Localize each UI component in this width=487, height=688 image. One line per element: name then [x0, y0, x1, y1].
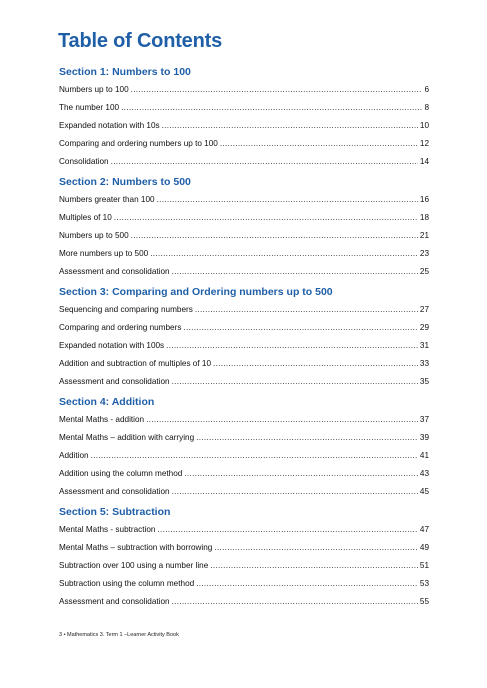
toc-entry-label: Subtraction using the column method — [59, 579, 195, 588]
toc-entry-page: 49 — [419, 543, 429, 552]
toc-entry-label: The number 100 — [59, 103, 120, 112]
toc-entry-label: Mental Maths – subtraction with borrowing — [59, 543, 213, 552]
dot-leader — [157, 521, 417, 539]
dot-leader — [172, 373, 418, 391]
toc-entry[interactable] — [59, 191, 429, 209]
toc-entry-page: 33 — [419, 359, 429, 368]
toc-entry-page: 21 — [419, 231, 429, 240]
page-title: Table of Contents — [58, 30, 223, 52]
dot-leader — [172, 263, 418, 281]
toc-entry-label: Expanded notation with 100s — [59, 341, 165, 350]
toc-entry-page: 45 — [419, 487, 429, 496]
toc-entry-page: 27 — [419, 305, 429, 314]
toc-entry[interactable] — [59, 337, 429, 355]
toc-entry-label: Assessment and consolidation — [59, 487, 170, 496]
section-heading: Section 1: Numbers to 100 — [59, 66, 191, 78]
toc-entry-label: Multiples of 10 — [59, 213, 112, 222]
toc-entry[interactable] — [59, 465, 429, 483]
toc-entry-page: 14 — [419, 157, 429, 166]
toc-entry-page: 23 — [419, 249, 429, 258]
toc-entry[interactable] — [59, 135, 429, 153]
dot-leader — [214, 539, 418, 557]
toc-entry-label: Addition — [59, 451, 89, 460]
section-heading: Section 4: Addition — [59, 396, 155, 408]
toc-sections — [59, 63, 429, 611]
toc-entry-page: 47 — [419, 525, 429, 534]
toc-entry-page: 12 — [419, 139, 429, 148]
toc-entry[interactable] — [59, 245, 429, 263]
toc-entry[interactable] — [59, 99, 429, 117]
toc-entry-label: Assessment and consolidation — [59, 377, 170, 386]
toc-entry-label: Assessment and consolidation — [59, 597, 170, 606]
toc-entry-page: 29 — [419, 323, 429, 332]
dot-leader — [131, 81, 423, 99]
section-heading: Section 3: Comparing and Ordering numbers up to 500 — [59, 286, 333, 298]
toc-entry-label: Numbers up to 100 — [59, 85, 129, 94]
toc-entry-label: Addition using the column method — [59, 469, 183, 478]
dot-leader — [172, 593, 418, 611]
toc-entry-page: 35 — [419, 377, 429, 386]
toc-entry[interactable] — [59, 301, 429, 319]
toc-entry[interactable] — [59, 447, 429, 465]
toc-entry-label: Expanded notation with 10s — [59, 121, 160, 130]
dot-leader — [162, 117, 418, 135]
toc-entry-label: Numbers greater than 100 — [59, 195, 155, 204]
toc-entry[interactable] — [59, 263, 429, 281]
dot-leader — [114, 209, 418, 227]
toc-entry-page: 37 — [419, 415, 429, 424]
toc-entry-label: Subtraction over 100 using a number line — [59, 561, 209, 570]
dot-leader — [91, 447, 418, 465]
toc-entry[interactable] — [59, 593, 429, 611]
section-heading: Section 5: Subtraction — [59, 506, 171, 518]
toc-entry-label: Mental Maths - addition — [59, 415, 145, 424]
dot-leader — [111, 153, 418, 171]
toc-entry[interactable] — [59, 539, 429, 557]
toc-entry-label: Numbers up to 500 — [59, 231, 129, 240]
toc-entry[interactable] — [59, 81, 429, 99]
dot-leader — [146, 411, 418, 429]
toc-entry-label: Consolidation — [59, 157, 109, 166]
toc-entry-page: 10 — [419, 121, 429, 130]
toc-entry-label: More numbers up to 500 — [59, 249, 149, 258]
toc-entry[interactable] — [59, 575, 429, 593]
toc-entry[interactable] — [59, 319, 429, 337]
dot-leader — [196, 575, 418, 593]
dot-leader — [220, 135, 418, 153]
dot-leader — [150, 245, 418, 263]
page-footer: 3 • Mathematics 3. Term 1 –Learner Activity Book — [59, 632, 179, 638]
toc-entry[interactable] — [59, 227, 429, 245]
toc-entry-page: 43 — [419, 469, 429, 478]
toc-entry-page: 53 — [419, 579, 429, 588]
toc-entry[interactable] — [59, 483, 429, 501]
toc-entry-page: 31 — [419, 341, 429, 350]
toc-entry-label: Addition and subtraction of multiples of 10 — [59, 359, 212, 368]
toc-entry[interactable] — [59, 411, 429, 429]
dot-leader — [121, 99, 422, 117]
dot-leader — [157, 191, 418, 209]
toc-entry-page: 16 — [419, 195, 429, 204]
toc-entry[interactable] — [59, 429, 429, 447]
toc-entry-page: 8 — [424, 103, 429, 112]
dot-leader — [131, 227, 418, 245]
toc-entry[interactable] — [59, 209, 429, 227]
dot-leader — [195, 301, 418, 319]
toc-entry[interactable] — [59, 557, 429, 575]
toc-entry[interactable] — [59, 355, 429, 373]
dot-leader — [196, 429, 418, 447]
section-heading: Section 2: Numbers to 500 — [59, 176, 191, 188]
toc-entry[interactable] — [59, 521, 429, 539]
toc-entry-page: 18 — [419, 213, 429, 222]
dot-leader — [183, 319, 417, 337]
dot-leader — [166, 337, 418, 355]
toc-entry-page: 41 — [419, 451, 429, 460]
toc-entry[interactable] — [59, 373, 429, 391]
toc-entry-page: 51 — [419, 561, 429, 570]
dot-leader — [213, 355, 418, 373]
toc-entry-page: 25 — [419, 267, 429, 276]
toc-entry-label: Mental Maths - subtraction — [59, 525, 156, 534]
toc-entry[interactable] — [59, 153, 429, 171]
toc-entry-label: Comparing and ordering numbers up to 100 — [59, 139, 218, 148]
toc-entry-label: Assessment and consolidation — [59, 267, 170, 276]
toc-entry[interactable] — [59, 117, 429, 135]
toc-entry-label: Mental Maths – addition with carrying — [59, 433, 195, 442]
toc-entry-page: 55 — [419, 597, 429, 606]
dot-leader — [210, 557, 418, 575]
toc-entry-page: 39 — [419, 433, 429, 442]
toc-entry-label: Comparing and ordering numbers — [59, 323, 182, 332]
toc-entry-label: Sequencing and comparing numbers — [59, 305, 193, 314]
dot-leader — [184, 465, 418, 483]
dot-leader — [172, 483, 418, 501]
toc-entry-page: 6 — [424, 85, 429, 94]
